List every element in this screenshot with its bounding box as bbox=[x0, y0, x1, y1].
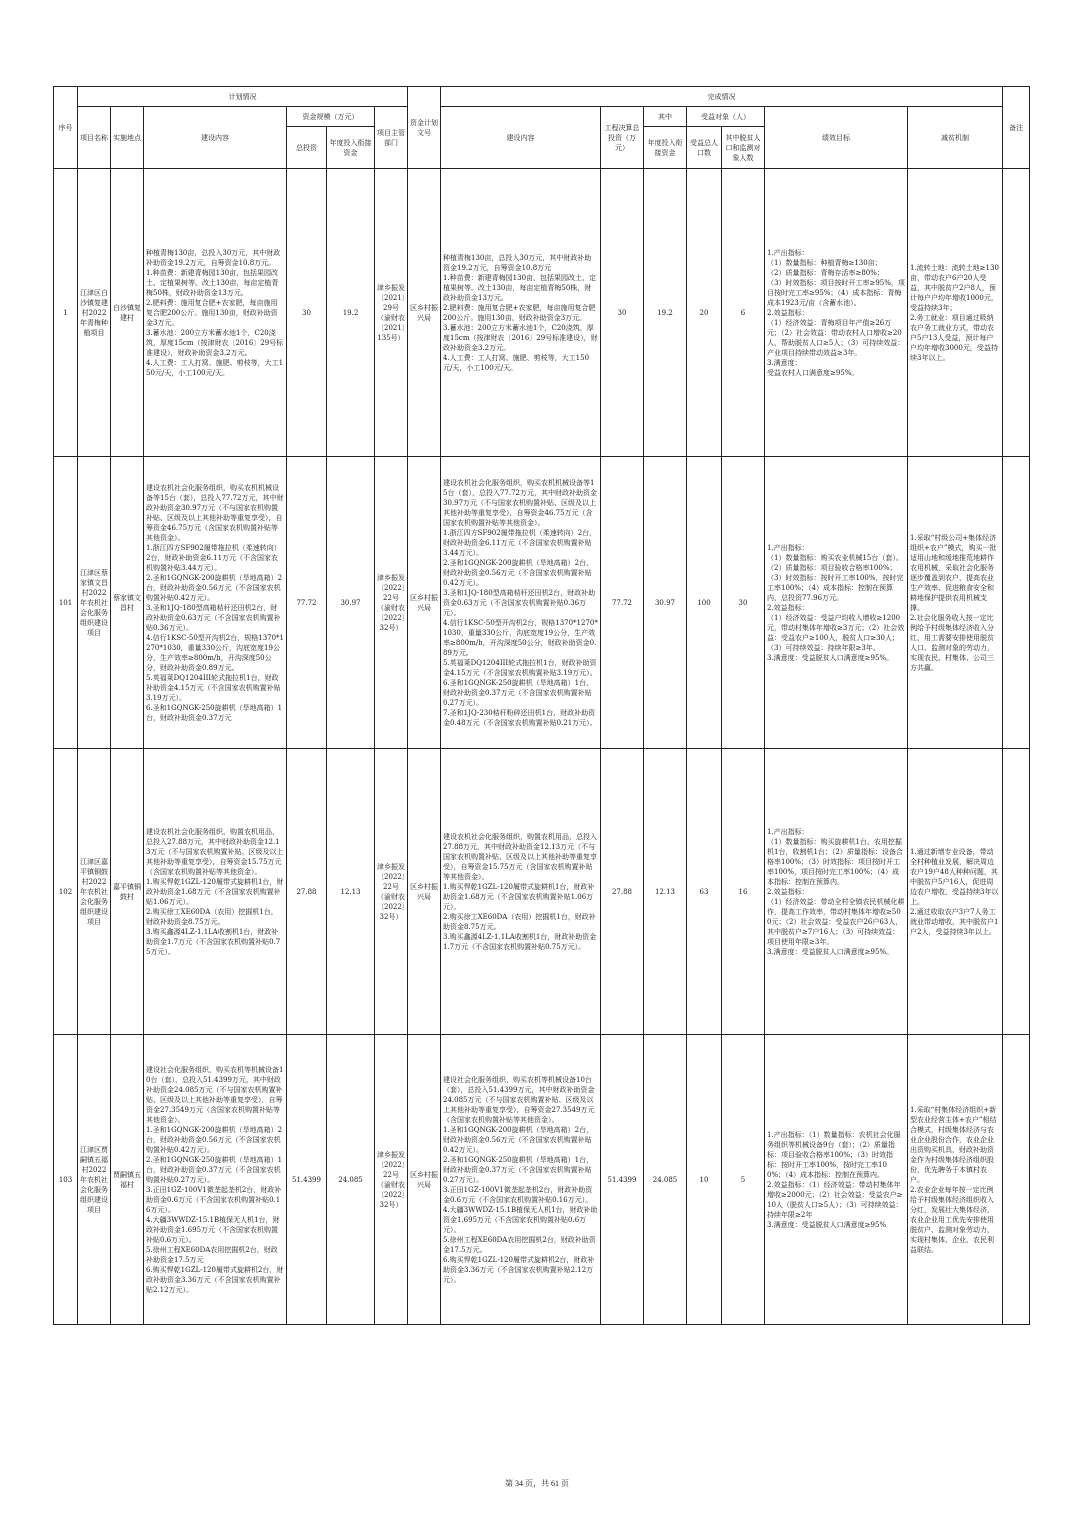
header-fund-scale: 资金规模（万元） bbox=[287, 107, 375, 127]
row-total-invest: 77.72 bbox=[287, 457, 327, 749]
row-benef-poor: 5 bbox=[722, 1035, 765, 1325]
row-plan-doc: 津乡振发〔2021〕29号（渝财农〔2021〕135号） bbox=[375, 169, 408, 457]
header-done-group: 完成情况 bbox=[441, 87, 1003, 107]
row-final-invest: 27.88 bbox=[601, 749, 644, 1035]
row-total-invest: 30 bbox=[287, 169, 327, 457]
table-row bbox=[54, 1035, 1030, 1325]
page-number: 第 34 页，共 61 页 bbox=[505, 1479, 569, 1488]
header-dept: 项目主管部门 bbox=[375, 107, 408, 169]
row-goal: 1.产出指标：（1）数量指标：农机社会化服务组织等机械设备9台（套）；（2）质量指标：项目验收合格率100%；（3）时效指标：按时开工率100%，按时完工率100%；（4）成本指标：控制在预算内。 2.效益指标：（1）经济效益：带动村集体年增收≥2000元；（2）社会效益：受益农户≥10人（脱贫人口≥5人）；（3）可持续效益：持续年限≥2年 3.满意度：受益脱贫人口满意度≥95% bbox=[765, 1035, 908, 1325]
row-dept: 区乡村振兴局 bbox=[408, 1035, 441, 1325]
row-mechanism: 1.采取“村集体经济组织+新型农业经营主体+农户”相结合模式，村级集体经济与农业企业股份合作，农业企业出资购买机具，财政补助资金作为村级集体经济组织股份，优先聘务于本镇村农户。 2.农业企业每年按一定比例给予村级集体经济组织收入分红，发展壮大集体经济，农业企业用工优先安排使用脱贫户、监测对象劳动力，实现村集体、企业、农民利益联结。 bbox=[908, 1035, 1003, 1325]
row-project-name: 江津区贾嗣镇五福村2022年农机社会化服务组织建设项目 bbox=[78, 1035, 111, 1325]
row-goal: 1.产出指标： （1）数量指标：购买农业机械15台（套）。（2）质量指标：项目验收合格率100%；（3）时效指标：按时开工率100%，按时完工率100%；（4）成本指标：控制在预算内，总投资77.96万元。 2.效益指标： （1）经济效益：受益户均收入增收≥1200元，带动村集体年增收≥3万元；（2）社会效益：受益农户≥100人，脱贫人口≥30人；（3）可持续效益：持续年限≥3年。 3.满意度：受益脱贫人口满意度≥95%。 bbox=[765, 457, 908, 749]
header-seq: 序号 bbox=[54, 87, 78, 169]
row-seq: 1 bbox=[54, 169, 78, 457]
row-seq: 101 bbox=[54, 457, 78, 749]
row-goal: 1.产出指标： （1）数量指标：购买旋耕机1台、农用挖掘机1台，收割机1台；（2）质量指标：设备合格率100%；（3）时效指标：项目按时开工率100%，项目按时完工率100%；（4）成本指标：控制在预算内。 2.效益指标： （1）经济效益：带动全村全镇农民机械化耕作，提高工作效率，带动村集体年增收≥500元；（2）社会效益：受益农户26户63人，其中脱贫户≥7户16人；（3）可持续效益：项目使用年限≥3年。 3.满意度：受益脱贫人口满意度≥95%。 bbox=[765, 749, 908, 1035]
header-done-content: 建设内容 bbox=[441, 107, 601, 169]
row-benef-total: 10 bbox=[687, 1035, 722, 1325]
table-row bbox=[54, 457, 1030, 749]
row-annual-fund: 30.97 bbox=[327, 457, 375, 749]
row-seq: 102 bbox=[54, 749, 78, 1035]
row-done-annual: 24.085 bbox=[644, 1035, 687, 1325]
project-table bbox=[53, 86, 1030, 1325]
row-mechanism: 1.通过新增专业设备，带动全村种植业发展，解决周边农户19户48人种种问题，其中脱贫户5户16人，促进周边农户增收，受益持续3年以上。 2.通过收取农户3户7人务工就业带动增收，其中脱贫户1户2人，受益持续3年以上。 bbox=[908, 749, 1003, 1035]
header-done-annual: 年度投入衔接资金 bbox=[644, 127, 687, 169]
row-final-invest: 51.4399 bbox=[601, 1035, 644, 1325]
row-note bbox=[1003, 169, 1030, 457]
header-benef-total: 受益总人口数 bbox=[687, 127, 722, 169]
row-note bbox=[1003, 1035, 1030, 1325]
row-project-name: 江津区蔡家镇文昌村2022年农机社会化服务组织建设项目 bbox=[78, 457, 111, 749]
row-done-content: 建设农机社会化服务组织，购买农机机械设备等15台（套），总投入77.72万元，其中财政补助资金30.97万元（不与国家农机购置补贴、区级及以上其他补助等重复享受），自筹资金46.75万元（含国家农机购置补贴等其他资金）。 1.浙江四方SF902履带拖拉机（柔速转向）2台，财政补助资金6.11万元（不含国家农机购置补贴3.44万元）。 2.圣和1GQNGK-200旋耕机（旱地高箱）2台，财政补助资金0.56万元（不含国家农机购置补贴0.42万元）。 3.圣和1JQ-180型高箱秸秆还田机2台，财政补助资金0.63万元（不含国家农机购置补贴0.36万元）。 4.信行1KSC-50型开沟机2台，规格1370*1270*1030，重量330公斤，沟底宽度19公分，生产效率≥800m/h，开沟深度50公分，财政补助资金0.89万元。 5.英福莱DQ1204III轮式拖拉机1台，财政补助资金4.15万元（不含国家农机购置补贴3.19万元）。 6.圣和1GQNGK-250旋耕机（旱地高箱）1台，财政补助资金0.37万元（不含国家农机购置补贴0.27万元）。 7.圣和1JQ-230秸秆粉碎还田机1台，财政补助资金0.48万元（不含国家农机购置补贴0.21万元）。 bbox=[441, 457, 601, 749]
row-plan-doc: 津乡振发〔2022〕22号（渝财农〔2022〕32号） bbox=[375, 457, 408, 749]
row-goal: 1.产出指标： （1）数量指标：种植青梅≥130亩； （2）质量指标：青梅存活率≥80%； （3）时效指标：项目按时开工率≥95%，项目按时完工率≥95%；（4）成本指标：青梅成本1923元/亩（含蓄水池）。 2.效益指标： （1）经济效益：青梅项目年产值≥26万元；（2）社会效益：带动农村人口增收≥20人，帮助脱贫人口≥5人；（3）可持续效益：产业项目持续带动效益≥3年。 3.满意度： 受益农村人口满意度≥95%。 bbox=[765, 169, 908, 457]
row-done-annual: 12.13 bbox=[644, 749, 687, 1035]
header-of-which: 其中 bbox=[644, 107, 687, 127]
row-final-invest: 30 bbox=[601, 169, 644, 457]
row-done-content: 建设社会化服务组织，购买农机等机械设备10台（套），总投入51.4399万元，其中财政补助资金24.085万元（不与国家农机购置补贴、区级及以上其他补助等重复享受），自筹资金27.3549万元（含国家农机购置补贴等其他资金）。 1.圣和1GQNGK-200旋耕机（旱地高箱）2台，财政补助资金0.56万元（不含国家农机购置补贴0.42万元）。 2.圣和1GQNGK-250旋耕机（旱地高箱）1台，财政补助资金0.37万元（不含国家农机购置补贴0.27万元）。 3.正田1GZ-100V1微垄起垄机2台，财政补助资金0.6万元（不含国家农机购置补贴0.16万元）。 4.大疆3WWDZ-15.1B植保无人机1台，财政补助资金1.695万元（不含国家农机购置补贴0.6万元）。 5.徐州工程XE60DA农用挖掘机2台，财政补助资金17.5万元。 6.购买悍乾1GZL-120履带式旋耕机2台，财政补助资金3.36万元（不含国家农机购置补贴2.12万元）。 bbox=[441, 1035, 601, 1325]
row-annual-fund: 12.13 bbox=[327, 749, 375, 1035]
row-note bbox=[1003, 457, 1030, 749]
header-beneficiaries: 受益对象（人） bbox=[687, 107, 765, 127]
row-note bbox=[1003, 749, 1030, 1035]
row-benef-total: 100 bbox=[687, 457, 722, 749]
row-dept: 区乡村振兴局 bbox=[408, 457, 441, 749]
row-annual-fund: 19.2 bbox=[327, 169, 375, 457]
header-benef-poor: 其中脱贫人口和监测对象人数 bbox=[722, 127, 765, 169]
row-total-invest: 51.4399 bbox=[287, 1035, 327, 1325]
row-mechanism: 1.采取“村级公司+集体经济组织+农户”模式，购买一批适用山地和缓地推荒地耕作农用机械，采取社会化服务逐步覆盖到农户，提高农业生产效率、促进粮食安全和耕地保护提供农用机械支撑。 2.社会化服务收入按一定比例给予村级集体经济收入分红，用工需要安排使用脱贫人口、监测对象的劳动力，实现农民、村集体、公司三方共赢。 bbox=[908, 457, 1003, 749]
header-plan-group: 计划情况 bbox=[78, 87, 408, 107]
row-project-name: 江津区嘉平镇铜鼓村2022年农机社会化服务组织建设项目 bbox=[78, 749, 111, 1035]
header-annual-fund: 年度投入衔接资金 bbox=[327, 127, 375, 169]
row-location: 嘉平镇铜鼓村 bbox=[111, 749, 144, 1035]
header-plan-doc: 资金计划文号 bbox=[408, 87, 441, 169]
row-benef-poor: 16 bbox=[722, 749, 765, 1035]
row-benef-total: 63 bbox=[687, 749, 722, 1035]
row-location: 白沙镇复建村 bbox=[111, 169, 144, 457]
row-done-annual: 30.97 bbox=[644, 457, 687, 749]
header-plan-content: 建设内容 bbox=[144, 107, 287, 169]
row-plan-content: 建设社会化服务组织，购买农机等机械设备10台（套），总投入51.4399万元，其中财政补助资金24.085万元（不与国家农机购置补贴、区级及以上其他补助等重复享受），自筹资金27.3549万元（含国家农机购置补贴等其他资金）。 1.圣和1GQNGK-200旋耕机（旱地高箱）2台，财政补助资金0.56万元（不含国家农机购置补贴0.42万元）。 2.圣和1GQNGK-250旋耕机（旱地高箱）1台，财政补助资金0.37万元（不含国家农机购置补贴0.27万元）。 3.正田1GZ-100V1微垄起垄机2台，财政补助资金0.6万元（不含国家农机购置补贴0.16万元）。 4.大疆3WWDZ-15.1B植保无人机1台，财政补助资金1.695万元（不含国家农机购置补贴0.6万元）。 5.徐州工程XE60DA农用挖掘机2台，财政补助资金17.5万元 6.购买悍乾1GZL-120履带式旋耕机2台，财政补助资金3.36万元（不含国家农机购置补贴2.12万元）。 bbox=[144, 1035, 287, 1325]
row-done-content: 建设农机社会化服务组织，购置农机用品，总投入27.88万元，其中财政补助资金12.13万元（不与国家农机购置补贴、区级及以上其他补助等重复享受），自筹资金15.75万元（含国家农机购置补贴等其他资金）。 1.购买悍乾1GZL-120履带式旋耕机1台，财政补助资金1.68万元（不含国家农机购置补贴1.06万元）。 2.购买徐工XE60DA（农用）挖掘机1台，财政补助资金8.75万元。 3.购买鑫源4LZ-1.1LA收割机1台，财政补助资金1.7万元（不含国家农机购置补贴0.75万元）。 bbox=[441, 749, 601, 1035]
row-done-annual: 19.2 bbox=[644, 169, 687, 457]
row-mechanism: 1.流转土地：流转土地≥130亩，带动农户6户20人受益，其中脱贫户2户8人，预计每户户均年增收1000元，受益持续3年； 2.务工就业：项目通过吸纳农户务工就业方式，带动农户5户13人受益，预计每户户均年增收3000元，受益持续3年以上。 bbox=[908, 169, 1003, 457]
row-annual-fund: 24.085 bbox=[327, 1035, 375, 1325]
row-plan-doc: 津乡振发〔2022〕22号（渝财农〔2022〕32号） bbox=[375, 749, 408, 1035]
row-final-invest: 77.72 bbox=[601, 457, 644, 749]
row-location: 蔡家镇文昌村 bbox=[111, 457, 144, 749]
row-done-content: 种植青梅130亩，总投入30万元，其中财政补助资金19.2万元，自筹资金10.8万元 1.种苗费：新建青梅园130亩，包括果园改土、定植果树等。改土130亩，每亩定植青梅50株，财政补助资金13万元。 2.肥料费：施用复合肥+农家肥，每亩施用复合肥200公斤。施用130亩，财政补助资金3万元。 3.蓄水池：200立方米蓄水池1个，C20浇筑，厚度15cm（按津财农〔2016〕29号标准建设），财政补助资金3.2万元。 4.人工费：工人打窝、施肥、剪枝等，大工150元/天，小工100元/天。 bbox=[441, 169, 601, 457]
row-dept: 区乡村振兴局 bbox=[408, 749, 441, 1035]
header-goal: 绩效目标 bbox=[765, 107, 908, 169]
row-plan-doc: 津乡振发〔2022〕22号（渝财农〔2022〕32号） bbox=[375, 1035, 408, 1325]
row-location: 贾嗣镇五福村 bbox=[111, 1035, 144, 1325]
row-seq: 103 bbox=[54, 1035, 78, 1325]
header-note: 备注 bbox=[1003, 87, 1030, 169]
header-final-invest: 工程决算总投资（万元） bbox=[601, 107, 644, 169]
row-dept: 区乡村振兴局 bbox=[408, 169, 441, 457]
row-plan-content: 建设农机社会化服务组织，购买农机机械设备等15台（套），总投入77.72万元，其中财政补助资金30.97万元（不与国家农机购置补贴、区级及以上其他补助等重复享受），自筹资金46.75万元（含国家农机购置补贴等其他资金）。 1.浙江四方SF902履带拖拉机（柔速转向）2台，财政补助资金6.11万元（不含国家农机购置补贴3.44万元）。 2.圣和1GQNGK-200旋耕机（旱地高箱）2台，财政补助资金0.56万元（不含国家农机购置补贴0.42万元）。 3.圣和1JQ-180型高箱秸秆还田机2台，财政补助资金0.63万元（不含国家农机购置补贴0.36万元）。 4.信行1KSC-50型开沟机2台，规格1370*1270*1030，重量330公斤，沟底宽度19公分，生产效率≥800m/h，开沟深度50公分，财政补助资金0.89万元。 5.英福莱DQ1204III轮式拖拉机1台，财政补助资金4.15万元（不含国家农机购置补贴3.19万元）。 6.圣和1GQNGK-250旋耕机（旱地高箱）1台，财政补助资金0.37万元 bbox=[144, 457, 287, 749]
header-location: 实施地点 bbox=[111, 107, 144, 169]
row-plan-content: 种植青梅130亩，总投入30万元，其中财政补助资金19.2万元，自筹资金10.8万元。 1.种苗费：新建青梅园130亩，包括果园改土、定植果树等。改土130亩，每亩定植青梅50株，财政补助资金13万元。 2.肥料费：施用复合肥+农家肥，每亩施用复合肥200公斤。施用130亩，财政补助资金3万元。 3.蓄水池：200立方米蓄水池1个，C20浇筑，厚度15cm（按津财农〔2016〕29号标准建设），财政补助资金3.2万元。 4.人工费：工人打窝、施肥、剪枝等，大工150元/天，小工100元/天。 bbox=[144, 169, 287, 457]
header-mechanism: 减贫机制 bbox=[908, 107, 1003, 169]
row-plan-content: 建设农机社会化服务组织，购置农机用品，总投入27.88万元，其中财政补助资金12.13万元（不与国家农机购置补贴、区级及以上其他补助等重复享受），自筹资金15.75万元（含国家农机购置补贴等其他资金）。 1.购买悍乾1GZL-120履带式旋耕机1台，财政补助资金1.68万元（不含国家农机购置补贴1.06万元）。 2.购买徐工XE60DA（农用）挖掘机1台，财政补助资金8.75万元。 3.购买鑫源4LZ-1.1LA收割机1台，财政补助资金1.7万元（不含国家农机购置补贴0.75万元）。 bbox=[144, 749, 287, 1035]
row-total-invest: 27.88 bbox=[287, 749, 327, 1035]
table-row bbox=[54, 169, 1030, 457]
header-project-name: 项目名称 bbox=[78, 107, 111, 169]
header-total-invest: 总投资 bbox=[287, 127, 327, 169]
row-benef-total: 20 bbox=[687, 169, 722, 457]
row-project-name: 江津区白沙镇复建村2022年青梅种植项目 bbox=[78, 169, 111, 457]
row-benef-poor: 30 bbox=[722, 457, 765, 749]
row-benef-poor: 6 bbox=[722, 169, 765, 457]
table-row bbox=[54, 749, 1030, 1035]
